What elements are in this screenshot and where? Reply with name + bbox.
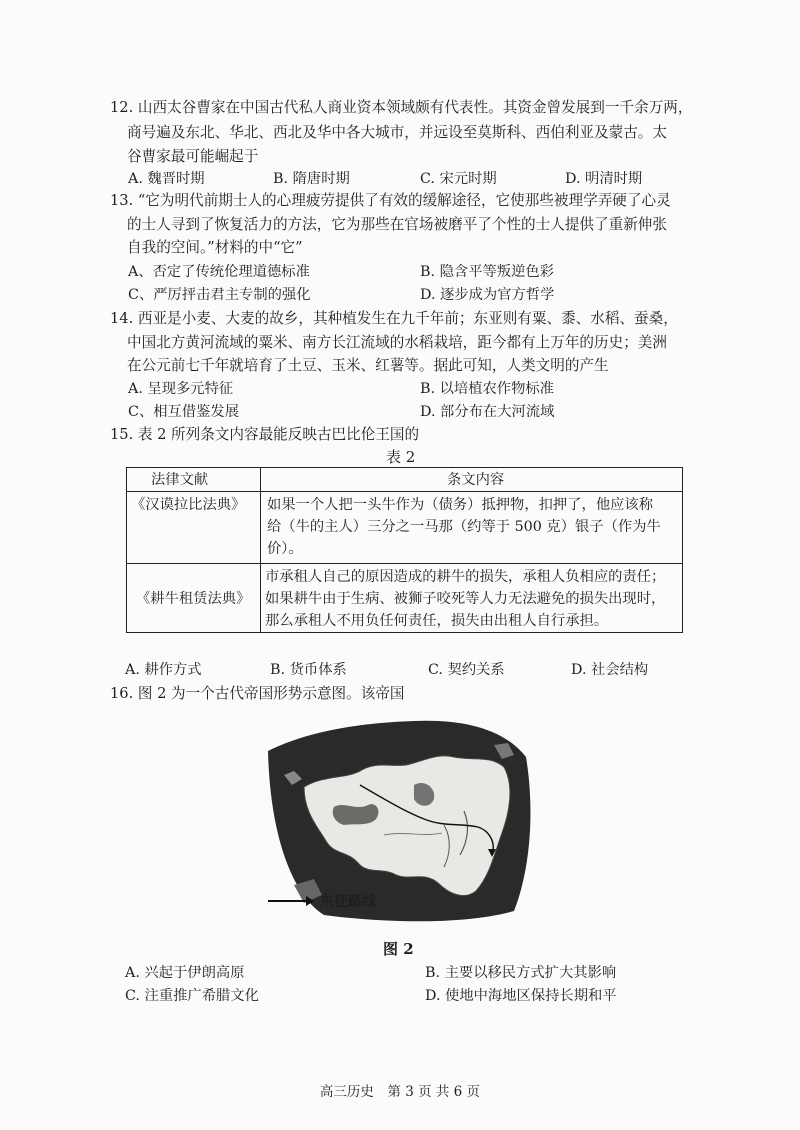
table-caption: 表 2 bbox=[386, 448, 416, 466]
q14-line3: 在公元前七千年就培育了土豆、玉米、红薯等。据此可知，人类文明的产生 bbox=[127, 357, 609, 374]
table-header-law: 法律文献 bbox=[151, 472, 209, 488]
q14-option-c: C、相互借鉴发展 bbox=[128, 404, 240, 420]
q16-option-b: B. 主要以移民方式扩大其影响 bbox=[425, 965, 617, 981]
q14-line1: 14. 西亚是小麦、大麦的故乡，其种植发生在九千年前；东亚则有粟、黍、水稻、蚕桑， bbox=[110, 310, 678, 327]
table-row2-content-line2: 如果耕牛由于生病、被狮子咬死等人力无法避免的损失出现时， bbox=[265, 591, 666, 607]
route-legend-arrow-icon bbox=[306, 896, 314, 906]
table-header-content: 条文内容 bbox=[447, 472, 505, 488]
q12-line1: 12. 山西太谷曹家在中国古代私人商业资本领域颇有代表性。其资金曾发展到一千余万两， bbox=[110, 99, 693, 116]
q13-option-c: C、严厉抨击君主专制的强化 bbox=[128, 287, 311, 303]
q14-option-b: B. 以培植农作物标准 bbox=[420, 381, 554, 397]
table-row2-content-line1: 市承租人自己的原因造成的耕牛的损失，承租人负相应的责任； bbox=[265, 569, 666, 585]
q15-stem: 15. 表 2 所列条文内容最能反映古巴比伦王国的 bbox=[110, 426, 420, 443]
table-row1-content-line3: 价）。 bbox=[267, 541, 303, 557]
q14-option-d: D. 部分布在大河流域 bbox=[420, 404, 555, 420]
page-footer: 高三历史 第 3 页 共 6 页 bbox=[319, 1084, 481, 1100]
q13-line3: 自我的空间。”材料的中“它” bbox=[127, 239, 303, 256]
q16-option-a: A. 兴起于伊朗高原 bbox=[125, 965, 245, 981]
q14-option-a: A. 呈现多元特征 bbox=[128, 381, 234, 397]
q15-option-c: C. 契约关系 bbox=[428, 662, 505, 678]
q12-option-a: A. 魏晋时期 bbox=[128, 171, 205, 187]
q12-option-c: C. 宋元时期 bbox=[420, 171, 497, 187]
empire-map bbox=[264, 715, 536, 927]
q16-option-d: D. 使地中海地区保持长期和平 bbox=[425, 988, 617, 1004]
law-table bbox=[126, 467, 683, 633]
q12-line2: 商号遍及东北、华北、西北及华中各大城市，并远设至莫斯科、西伯利亚及蒙古。太 bbox=[127, 124, 667, 141]
figure-caption: 图 2 bbox=[383, 940, 414, 958]
q12-option-b: B. 隋唐时期 bbox=[273, 171, 350, 187]
route-legend-line bbox=[268, 900, 308, 902]
q13-option-d: D. 逐步成为官方哲学 bbox=[420, 287, 555, 303]
q15-option-a: A. 耕作方式 bbox=[125, 662, 202, 678]
q13-option-b: B. 隐含平等叛逆色彩 bbox=[420, 264, 554, 280]
table-row1-content-line2: 给（牛的主人）三分之一马那（约等于 500 克）银子（作为牛 bbox=[267, 519, 661, 535]
table-row2-content-line3: 那么承租人不用负任何责任，损失由出租人自行承担。 bbox=[265, 613, 609, 629]
q14-line2: 中国北方黄河流域的粟米、南方长江流域的水稻栽培，距今都有上万年的历史；美洲 bbox=[127, 334, 667, 351]
table-row1-content-line1: 如果一个人把一头牛作为（债务）抵押物，扣押了，他应该称 bbox=[267, 497, 654, 513]
q12-option-d: D. 明清时期 bbox=[565, 171, 643, 187]
table-row1-law: 《汉谟拉比法典》 bbox=[131, 497, 246, 513]
q15-option-b: B. 货币体系 bbox=[270, 662, 347, 678]
q13-line1: 13. “它为明代前期士人的心理疲劳提供了有效的缓解途径，它使那些被理学弄硬了心灵 bbox=[110, 192, 671, 209]
table-row2-law: 《耕牛租赁法典》 bbox=[136, 591, 251, 607]
q16-option-c: C. 注重推广希腊文化 bbox=[125, 988, 259, 1004]
q13-line2: 的士人寻到了恢复活力的方法，它为那些在官场被磨平了个性的士人提供了重新伸张 bbox=[127, 216, 667, 233]
q13-option-a: A、否定了传统伦理道德标准 bbox=[128, 264, 310, 280]
q16-stem: 16. 图 2 为一个古代帝国形势示意图。该帝国 bbox=[110, 685, 405, 702]
q12-line3: 谷曹家最可能崛起于 bbox=[127, 148, 259, 165]
route-legend-label: 东征路线 bbox=[320, 894, 376, 910]
q15-option-d: D. 社会结构 bbox=[571, 662, 649, 678]
